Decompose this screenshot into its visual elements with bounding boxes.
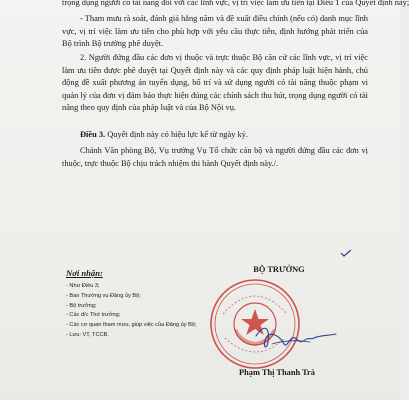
- paragraph-unit-heads: 2. Người đứng đầu các đơn vị thuộc và trực thuộc Bộ căn cứ các lĩnh vực, vị trí việc làm ưu tiên được phê duyệt tại Quyết định này và các quy định pháp luật hiện hành, chủ động đề xuất phương án tuyển dụng, bố trí và sử dụng người có tài năng thuộc phạm vi quản lý của đơn vị đảm bảo thực hiện đúng các chính sách thu hút, trọng dụng người có tài năng theo quy định của pháp luật và của Bộ Nội vụ.: [62, 53, 368, 113]
- article-3-label: Điều 3.: [80, 130, 106, 139]
- recipients-label: Nơi nhận:: [66, 268, 103, 278]
- recipient-item: - Lưu: VT, TCCB.: [66, 331, 109, 338]
- recipient-item: - Bộ trưởng;: [66, 302, 97, 309]
- paragraph-responsibility: Chánh Văn phòng Bộ, Vụ trưởng Vụ Tổ chức cán bộ và người đứng đầu các đơn vị thuộc, trực thuộc Bộ chịu trách nhiệm thi hành Quyết định này./.: [62, 146, 368, 168]
- handwritten-signature-icon: [250, 318, 340, 358]
- recipient-item: - Như Điều 3;: [66, 283, 100, 289]
- recipients-list: [66, 282, 206, 341]
- recipient-item: - Các cơ quan tham mưu, giúp việc của Đảng ủy Bộ;: [66, 322, 197, 329]
- recipient-item: - Ban Thường vụ Đảng ủy Bộ;: [66, 292, 141, 299]
- article-3: [62, 129, 368, 142]
- paragraph-review: - Tham mưu rà soát, đánh giá hằng năm và đề xuất điều chỉnh (nếu có) danh mục lĩnh vực, vị trí việc làm ưu tiên cho phù hợp với yêu cầu thực tiễn, định hướng phát triển của Bộ trình Bộ trưởng phê duyệt.: [62, 14, 368, 49]
- signer-name: Phạm Thị Thanh Trà: [239, 368, 315, 377]
- signer-title: BỘ TRƯỞNG: [253, 265, 305, 274]
- recipient-item: - Các đ/c Thứ trưởng;: [66, 312, 121, 319]
- article-3-text: Quyết định này có hiệu lực kể từ ngày ký.: [107, 130, 248, 139]
- handwritten-tick-icon: [340, 249, 352, 257]
- partial-top-line: trọng dụng người có tài năng đối với các lĩnh vực, vị trí việc làm ưu tiên tại Điều 1 của Quyết định này;: [62, 0, 409, 7]
